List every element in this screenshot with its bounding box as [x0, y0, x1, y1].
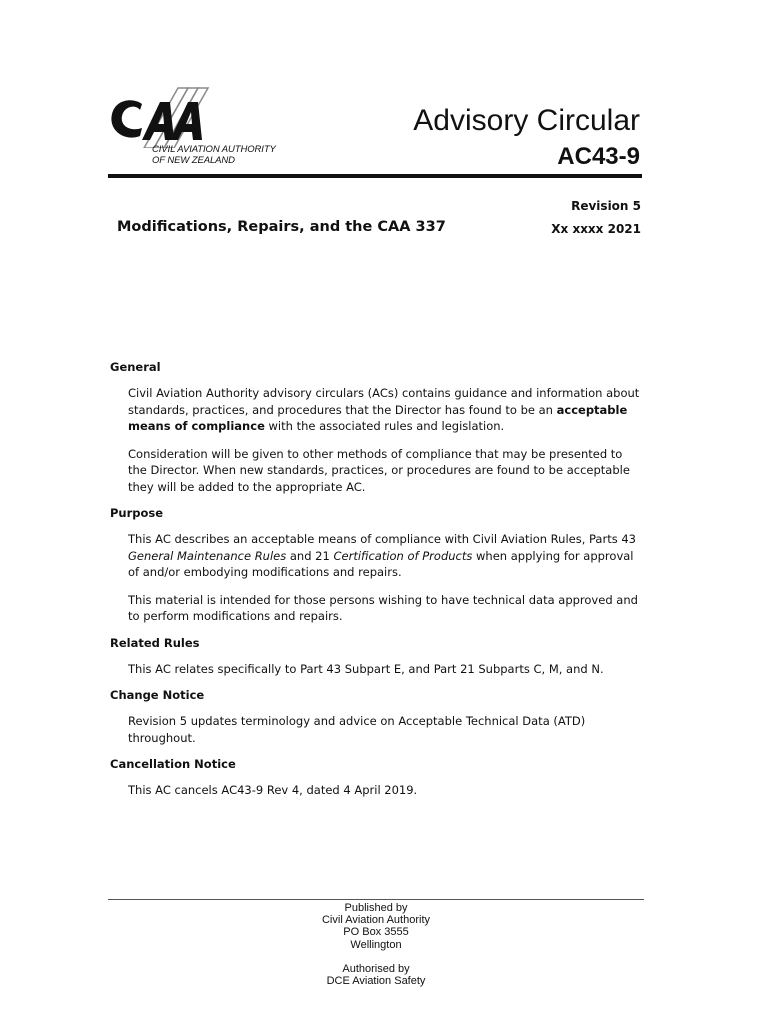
text-run: Civil Aviation Authority advisory circulars (ACs) contains guidance and information about standards, practices, and procedures that the Director has found to be an	[128, 386, 640, 417]
section-heading: Change Notice	[110, 688, 205, 702]
date-label: Xx xxxx 2021	[551, 222, 641, 236]
footer-authority: DCE Aviation Safety	[326, 975, 426, 988]
footer-published-by: Published by	[344, 902, 408, 914]
caa-logo	[108, 86, 298, 170]
section-cancellation-notice	[110, 757, 650, 799]
paragraph: This AC relates specifically to Part 43 Subpart E, and Part 21 Subparts C, M, and N.	[128, 661, 604, 676]
paragraph: Revision 5 updates terminology and advice on Acceptable Technical Data (ATD) throughout.	[128, 714, 586, 745]
section-related-rules	[110, 636, 650, 678]
footer-divider	[108, 899, 644, 900]
org-name	[152, 145, 276, 166]
paragraph	[128, 385, 643, 435]
section-heading: General	[110, 360, 161, 374]
doc-number: AC43-9	[557, 143, 640, 170]
section-heading: Cancellation Notice	[110, 757, 236, 771]
org-line-1: CIVIL AVIATION AUTHORITY	[152, 144, 276, 155]
text-run: with the associated rules and legislation.	[264, 419, 505, 433]
section-general	[110, 360, 650, 495]
italic-text: General Maintenance Rules	[128, 548, 287, 563]
text-run: This AC describes an acceptable means of compliance with Civil Aviation Rules, Parts 43	[128, 532, 636, 546]
footer-spacer	[108, 951, 644, 963]
paragraph: This material is intended for those persons wishing to have technical data approved and to perform modifications and repairs.	[128, 592, 638, 623]
section-heading: Purpose	[110, 506, 164, 520]
doc-type: Advisory Circular	[413, 104, 640, 137]
text-run: when applying for approval of and/or embodying modifications and repairs.	[128, 548, 634, 579]
section-purpose	[110, 506, 650, 625]
footer-city: Wellington	[350, 938, 402, 951]
caa-logo-icon	[108, 86, 218, 148]
paragraph: Consideration will be given to other methods of compliance that may be presented to the Director. When new standards, practices, or procedures are found to be acceptable they will be added to the appropriate AC.	[128, 446, 630, 494]
footer-org: Civil Aviation Authority	[321, 914, 431, 927]
page-title: Modifications, Repairs, and the CAA 337	[117, 219, 446, 235]
header-divider	[108, 174, 642, 178]
section-change-notice	[110, 688, 650, 746]
bold-text: acceptable means of compliance	[128, 402, 628, 433]
footer-po-box: PO Box 3555	[343, 926, 409, 939]
paragraph: This AC cancels AC43-9 Rev 4, dated 4 April 2019.	[128, 783, 418, 797]
revision-label: Revision 5	[571, 199, 641, 213]
footer	[108, 902, 644, 987]
document-body	[110, 360, 650, 810]
paragraph	[128, 531, 643, 581]
org-line-2: OF NEW ZEALAND	[152, 154, 235, 166]
footer-authorised-by: Authorised by	[342, 962, 410, 975]
section-heading: Related Rules	[110, 635, 200, 650]
text-run: and 21	[286, 548, 334, 563]
italic-text: Certification of Products	[333, 548, 473, 563]
